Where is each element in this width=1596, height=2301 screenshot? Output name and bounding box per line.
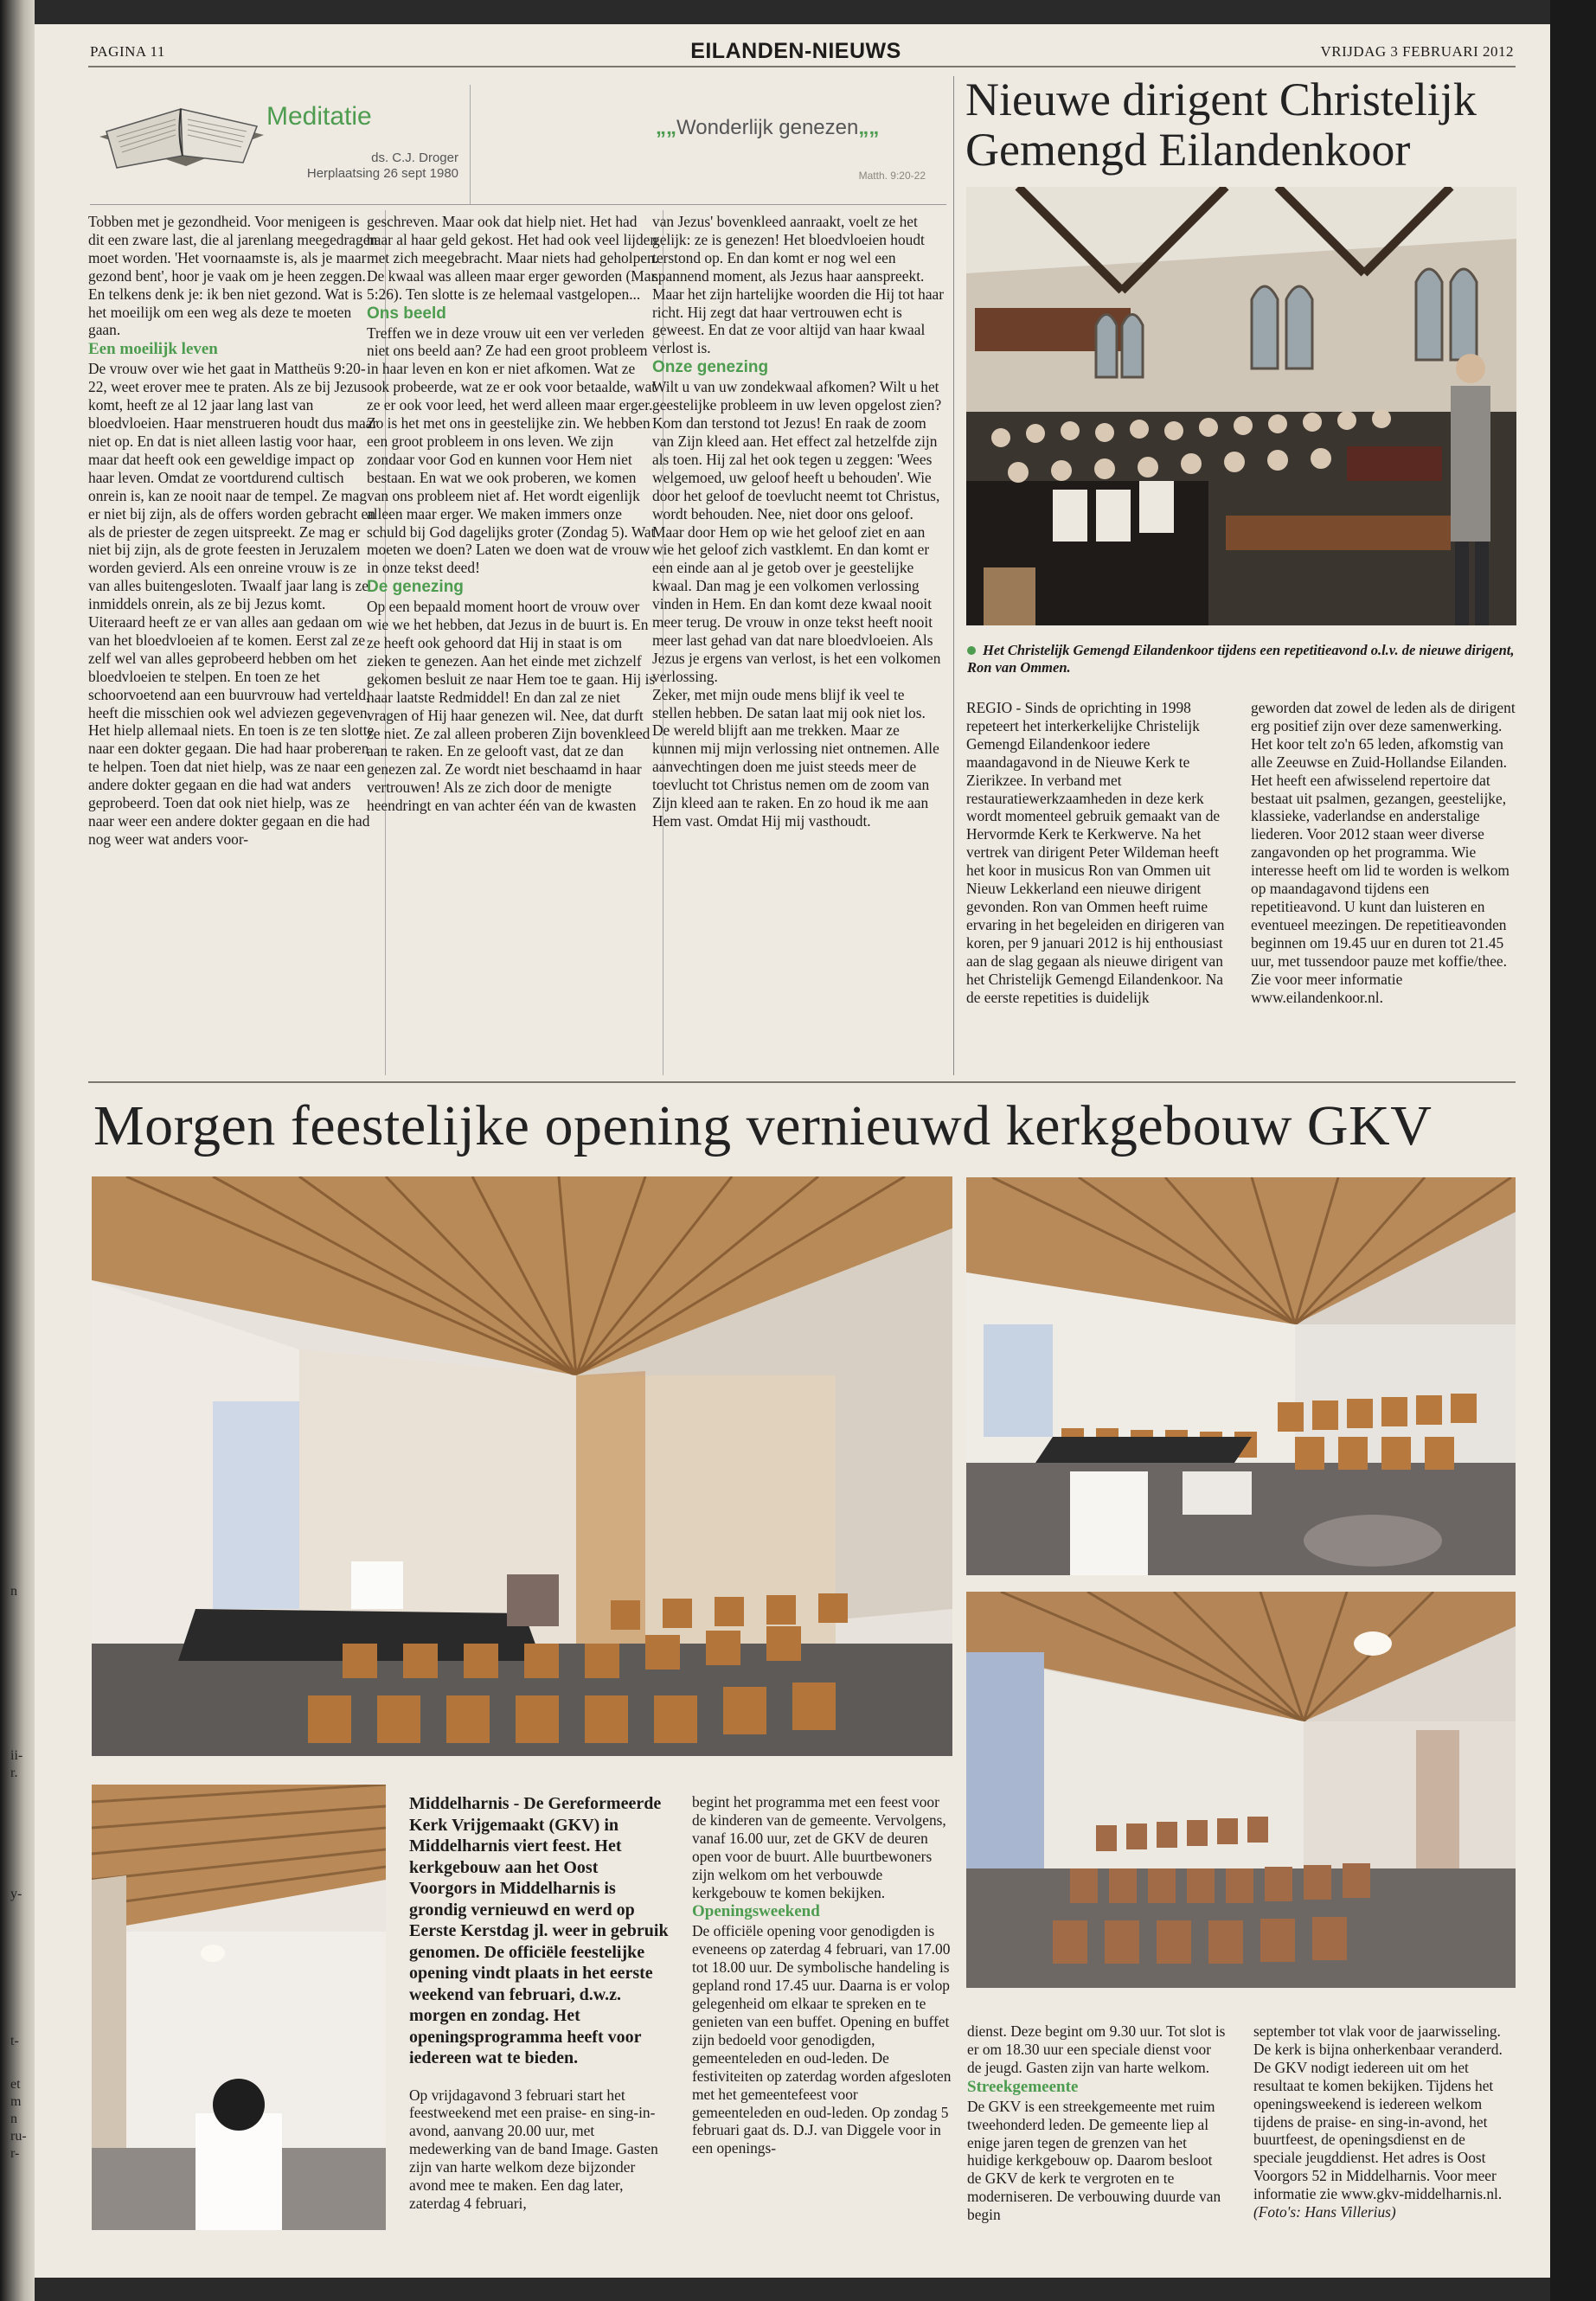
masthead-rule [88, 66, 1516, 67]
gkv-column-3 [967, 2022, 1227, 2224]
church-interior-photo-top-right [966, 1177, 1516, 1575]
choir-photo-caption [967, 642, 1517, 676]
paragraph: Treffen we in deze vrouw uit een ver verleden niet ons beeld aan? Ze had een groot probleem in haar leven en kon er niet afkomen. Wat ze ook probeerde, wat ze er ook voor betaalde, wat ze er ook voor leed, het werd alleen maar erger. Zo is het met ons in geestelijke zin. We hebben een groot probleem in ons leven. We zijn zondaar voor God en kunnen voor Hem niet bestaan. En wat we ook proberen, we komen van ons probleem niet af. Het wordt eigenlijk alleen maar erger. We maken immers onze schuld bij God dagelijks groter (Zondag 5). Wat moeten we doen? Laten we doen wat de vrouw in onze tekst deed! [367, 324, 657, 577]
paragraph: geworden dat zowel de leden als de dirigent erg positief zijn over deze samenwerking. Het koor telt zo'n 65 leden, afkomstig van alle Zeeuwse en Zuid-Hollandse Eilanden. Het heeft een afwisselend repertoire dat bestaat uit psalmen, gezangen, geestelijke, klassieke, vaderlandse en anderstalige liederen. Voor 2012 staan weer diverse zangavonden op het programma. Wie interesse heeft om lid te worden is welkom op maandagavond tijdens een repetitieavond. U kunt dan luisteren en eventueel meezingen. De repetitieavonden beginnen om 19.45 uur en duren tot 21.45 uur, met tussendoor pauze met koffie/thee. Zie voor meer informatie www.eilandenkoor.nl. [1251, 699, 1516, 1006]
meditatie-title: Wonderlijk genezen [676, 116, 859, 139]
koor-column-1 [966, 699, 1234, 1006]
subheading: Ons beeld [367, 304, 446, 323]
subheading: Een moeilijk leven [88, 340, 218, 359]
meditatie-reference: Matth. 9:20-22 [858, 170, 926, 182]
quote-open: „„ [656, 116, 676, 139]
paragraph: De officiële opening voor genodigden is eveneens op zaterdag 4 februari, van 17.00 tot 18.00 uur. De symbolische handeling is gepland rond 17.45 uur. Daarna is er volop gelegenheid om elkaar te spreken en te genieten van een buffet. Opening en buffet zijn bedoeld voor genodigden, gemeenteleden en oud-leden. De festiviteiten op zaterdag worden afgesloten met het gemeentefeest voor gemeenteleden en oud-leden. Op zondag 5 februari gaat ds. D.J. van Diggele voor in een openings- [692, 1922, 952, 2157]
meditatie-column-1 [88, 213, 379, 849]
koor-column-2 [1251, 699, 1519, 1006]
meditatie-column-2-text [367, 213, 659, 815]
paper-name: EILANDEN-NIEUWS [690, 39, 901, 63]
church-interior-photo-large [92, 1176, 952, 1756]
bible-icon [91, 83, 272, 178]
gutter-fragment: et [10, 2077, 21, 2092]
subheading: Onze genezing [652, 358, 769, 377]
gutter-fragment: n [10, 1584, 17, 1599]
gkv-headline: Morgen feestelijke opening vernieuwd kerkgebouw GKV [93, 1094, 1433, 1157]
paragraph: De vrouw over wie het gaat in Mattheüs 9:20-22, weet erover mee te praten. Als ze bij Jezus komt, heeft ze al 12 jaar lang last van bloedvloeien. Haar menstrueren houdt dus maar niet op. En dat is niet alleen lastig voor haar, maar dat heeft ook een geweldige impact op haar leven. Omdat ze voortdurend cultisch onrein is, kan ze nooit naar de tempel. Ze mag er niet bij zijn, als de offers worden gebracht en als de priester de zegen uitspreekt. Ze mag er niet bij zijn, als de grote feesten in Jeruzalem worden gevierd. Als een onreine vrouw is ze van alles buitengesloten. Twaalf jaar lang is ze inmiddels onrein, als ze bij Jezus komt. Uiteraard heeft ze er van alles aan gedaan om van het bloedvloeien af te komen. Eerst zal ze zelf wel van alles geprobeerd hebben om het bloedvloeien te stelpen. En toen ze het schoorvoetend aan een buurvrouw had verteld, heeft die misschien ook wel adviezen gegeven. Het hielp allemaal niets. En toen is ze ten slotte naar een dokter gegaan. Die had haar proberen te helpen. Toen dat niet hielp, was ze naar een andere dokter gegaan en die had wat anders geprobeerd. Toen dat ook niet hielp, was ze naar weer een andere dokter gegaan en die had nog weer wat anders voor- [88, 360, 378, 848]
photo-credit: (Foto's: Hans Villerius) [1253, 2203, 1396, 2221]
paragraph: Op een bepaald moment hoort de vrouw over wie we het hebben, dat Jezus in de buurt is. En ze heeft ook gehoord dat Hij in staat is om zieken te genezen. Aan het einde met zichzelf gekomen besluit ze naar Hem toe te gaan. Hij is haar laatste Redmiddel! En dan zal ze niet vragen of Hij haar genezen wil. Nee, dat durft ze niet. Ze zal alleen proberen Zijn bovenkleed aan te raken. En ze gelooft vast, dat ze dan genezen zal. Ze wordt niet beschaamd in haar vertrouwen! Als ze zich door de menigte heendringt en van achter één van de kwasten [367, 598, 656, 815]
lead-paragraph: Middelharnis - De Gereformeerde Kerk Vrijgemaakt (GKV) in Middelharnis viert feest. Het kerkgebouw aan het Oost Voorgors in Middelharnis is grondig vernieuwd en werd op Eerste Kerstdag jl. weer in gebruik genomen. De officiële feestelijke opening vindt plaats in het eerste weekend van februari, d.w.z. morgen en zondag. Het openingsprogramma heeft voor iedereen wat te bieden. [409, 1794, 669, 2067]
gutter-fragment: r- [10, 2146, 20, 2161]
meditatie-title-line [656, 116, 879, 140]
quote-close: „„ [858, 116, 880, 139]
scan-border [1550, 0, 1596, 2301]
paragraph: De GKV is een streekgemeente met ruim tweehonderd leden. De gemeente liep al enige jaren tegen de grenzen van het huidige kerkgebouw op. Daarom besloot de GKV de kerk te vergroten en te moderniseren. De verbouwing duurde van begin [967, 2097, 1221, 2224]
gkv-column-2 [692, 1793, 952, 2157]
caption-text: Het Christelijk Gemengd Eilandenkoor tijdens een repetitieavond o.l.v. de nieuwe dirigent, Ron van Ommen. [967, 642, 1515, 676]
paragraph: Tobben met je gezondheid. Voor menigeen is dit een zware last, die al jarenlang meegedragen moet worden. 'Het voornaamste is, als je maar gezond bent', hoor je vaak om je heen zeggen. En telkens denk je: ik ben niet gezond. Wat is het moeilijk om een weg als deze te moeten gaan. [88, 213, 378, 339]
meditatie-reprint: Herplaatsing 26 sept 1980 [306, 166, 458, 181]
gutter-fragment: r. [10, 1766, 18, 1780]
meditatie-column-3 [652, 213, 946, 830]
header-divider [470, 85, 471, 204]
paragraph: REGIO - Sinds de oprichting in 1998 repeteert het interkerkelijke Christelijk Gemengd Eilandenkoor iedere maandagavond in de Nieuwe Kerk te Zierikzee. In verband met restauratiewerkzaamheden in deze kerk wordt momenteel gebruik gemaakt van de Hervormde Kerk te Kerkwerve. Na het vertrek van dirigent Peter Wildeman heeft het koor in musicus Ron van Ommen uit Nieuw Lekkerland een nieuwe dirigent gevonden. Ron van Ommen heeft ruime ervaring in het begeleiden en dirigeren van koren, per 9 januari 2012 is hij enthousiast aan de slag gegaan als nieuwe dirigent van het Christelijk Gemengd Eilandenkoor. Na de eerste repetities is duidelijk [966, 699, 1225, 1006]
gutter-fragment: m [10, 2094, 22, 2109]
koor-headline: Nieuwe dirigent Christelijk Gemengd Eilandenkoor [965, 74, 1477, 176]
issue-date: VRIJDAG 3 FEBRUARI 2012 [1320, 43, 1514, 60]
gutter-fragment: y- [10, 1887, 22, 1901]
meditatie-author: ds. C.J. Droger [371, 151, 458, 165]
paragraph: van Jezus' bovenkleed aanraakt, voelt ze het gelijk: ze is genezen! Het bloedvloeien houdt terstond op. En dan komt er nog wel een spannend moment, als Jezus haar aanspreekt. Maar het zijn hartelijke woorden die Hij tot haar richt. Hij zegt dat haar vertrouwen echt is geweest. En dat ze voor altijd van haar kwaal verlost is. [652, 213, 945, 357]
choir-photo [966, 187, 1516, 625]
bullet-icon [967, 646, 976, 655]
gutter-fragments [10, 1583, 27, 2163]
subheading: Streekgemeente [967, 2077, 1079, 2096]
paragraph: dienst. Deze begint om 9.30 uur. Tot slot is er om 18.30 uur een speciale dienst voor de jeugd. Gasten zijn van harte welkom. [967, 2022, 1226, 2076]
page-number: PAGINA 11 [90, 43, 165, 60]
subheading: Openingsweekend [692, 1902, 820, 1921]
church-interior-photo-small [92, 1785, 386, 2230]
paragraph: begint het programma met een feest voor de kinderen van de gemeente. Vervolgens, vanaf 16.00 uur, zet de GKV de deuren open voor de buurt. Alle buurtbewoners zijn welkom om het verbouwde kerkgebouw te komen bekijken. [692, 1793, 946, 1901]
gutter-fragment: ii- [10, 1748, 23, 1763]
paragraph: Wilt u van uw zondekwaal afkomen? Wilt u het geestelijke probleem in uw leven opgelost zien? Kom dan terstond tot Jezus! En raak de zoom van Zijn kleed aan. Het effect zal hetzelfde zijn als toen. Hij zal het ook tegen u zeggen: 'Wees welgemoed, uw geloof heeft u behouden'. Wie door het geloof de toevlucht neemt tot Christus, wordt behouden. Nee, niet door ons geloof. Maar door Hem op wie het geloof ziet en aan wie het geloof zich vastklemt. En dan komt er een einde aan al je getob over je geestelijke kwaal. Dan mag je een volkomen verlossing vinden in Hem. En dan komt deze kwaal nooit meer terug. De vrouw in onze tekst heeft nooit meer last gehad van dat nare bloedvloeien. Als Jezus je ergens van verlost, is het een volkomen verlossing. [652, 378, 942, 685]
gutter-fragment: n [10, 2112, 17, 2126]
section-divider [953, 76, 954, 1075]
church-interior-photo-bottom-right [966, 1592, 1516, 1988]
meditatie-top-rule [90, 204, 946, 205]
gutter-fragment: t- [10, 2034, 19, 2048]
paragraph: Op vrijdagavond 3 februari start het feestweekend met een praise- en sing-in-avond, aanvang 20.00 uur, met medewerking van de band Image. Gasten zijn van harte welkom deze bijzonder avond mee te maken. Een dag later, zaterdag 4 februari, [409, 2086, 658, 2212]
meditatie-label: Meditatie [266, 102, 372, 131]
subheading: De genezing [367, 578, 464, 597]
gkv-column-1 [409, 1793, 669, 2213]
newspaper-page [35, 24, 1550, 2278]
section-rule [88, 1081, 1516, 1083]
paragraph: september tot vlak voor de jaarwisseling. De kerk is bijna onherkenbaar veranderd. De GKV nodigt iedereen uit om het resultaat te komen bekijken. Tijdens het openingsweekend is iedereen welkom tijdens de praise- en sing-in-avond, het buurtfeest, de openingsdienst en de speciale jeugddienst. Het adres is Oost Voorgors 52 in Middelharnis. Voor meer informatie zie www.gkv-middelharnis.nl. [1253, 2022, 1503, 2203]
gkv-column-4 [1253, 2022, 1517, 2221]
gutter-fragment: ru- [10, 2129, 27, 2144]
paragraph: Zeker, met mijn oude mens blijf ik veel te stellen hebben. De satan laat mij ook niet los. De wereld blijft aan me trekken. Maar ze kunnen mij mijn verlossing niet ontnemen. Alle aanvechtingen doen me juist steeds meer de toevlucht tot Christus nemen om de zoom van Zijn kleed aan te raken. En zo houd ik me aan Hem vast. Omdat Hij mij vasthoudt. [652, 685, 939, 830]
paragraph: geschreven. Maar ook dat hielp niet. Het had haar al haar geld gekost. Het had ook veel lijden met zich meegebracht. Maar niets had geholpen. De kwaal was alleen maar erger geworden (Mar. 5:26). Ten slotte is ze helemaal vastgelopen... [367, 213, 659, 303]
